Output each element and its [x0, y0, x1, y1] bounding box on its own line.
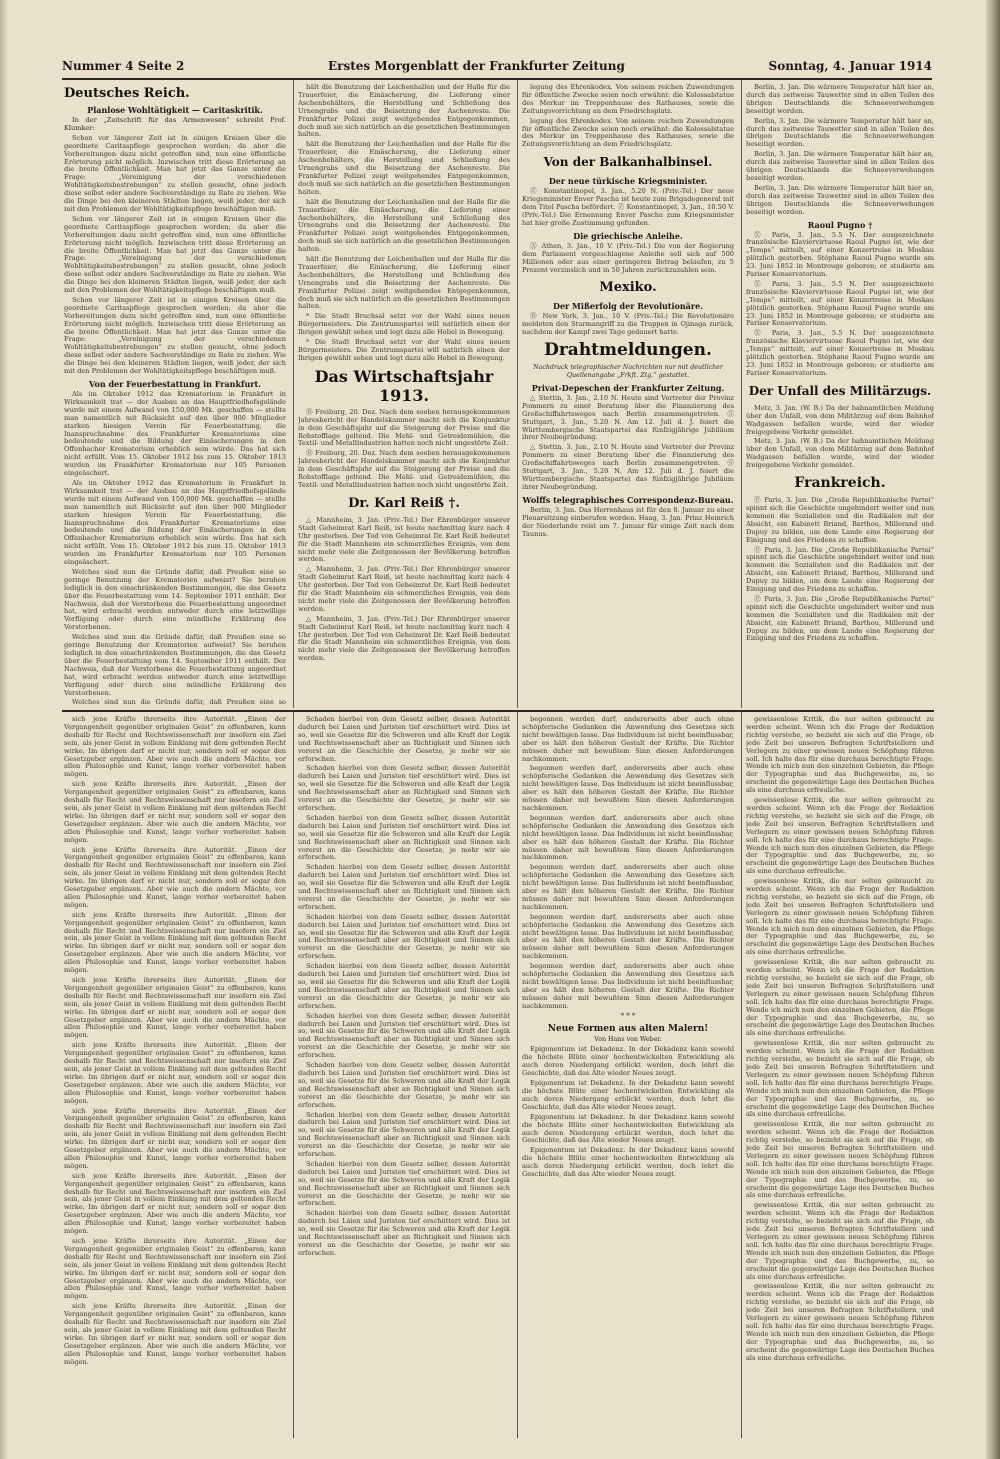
article-body: hält die Benutzung der Leichenhallen und der Halle für die Trauerfeier, die Einäscherung, die Lieferung einer Aschenbehälters, die Herstellung und Schließung des Urnengrabs und die Beisetzung der Aschenreste. Die Frankfurter Polizei zeigt weitgehendes Entgegenkommen, doch muß sie sich natürlich an die gesetzlichen Bestimmungen halten. [298, 140, 510, 196]
article-heading-feuerbestattung: Von der Feuerbestattung in Frankfurt. [89, 379, 261, 389]
article-body: Metz, 3. Jan. (W. B.) Da der bahnamtlichen Meldung über den Unfall, von dem Militärzug auf dem Bahnhof Wadgassen befallen wurde, wird der wieder freigegebene Verkehr gemeldet. [746, 403, 934, 436]
article-subheading: Der Mißerfolg der Revolutionäre. [553, 301, 703, 312]
feuilleton-body: Epigonentum ist Dekadenz. In der Dekadenz kann sowohl die höchste Blüte einer hochentwickelten Entwicklung als auch deren Niedergang erblickt werden, doch lehrt die Geschichte, daß das Alte wieder Neues zeugt. [522, 1045, 734, 1078]
feuilleton-body: sich jene Kräfte ihrerseits ihre Autorität. „Einen der Vergangenheit gegenüber originalen Geist“ zu offenbaren, kann deshalb für Recht und Rechtswissenschaft nur insofern ein Ziel sein, als jener Geist in vollem Einklang mit dem geltenden Recht wirke. Im übrigen darf er nicht nur, sondern soll er sogar den Gesetzgeber ergänzen. Aber wie auch die andern Mächte, vor allen Philosophie und Kunst, lange vorher vorbereitet haben mögen. [64, 1302, 286, 1366]
article-body: Berlin, 3. Jan. Die wärmere Temperatur hält hier an, durch das zeitweise Tauwetter sind in allen Teilen des übrigen Deutschlands die Schneeverwehungen beseitigt worden. [746, 84, 934, 115]
article-heading-raoul-pugno: Raoul Pugno † [807, 219, 873, 230]
feuilleton-body: begonnen werden darf, andererseits aber auch ohne schöpferische Gedanken die Anwendung des Gesetzes sich nicht bewältigen lasse. Das Individuum ist nicht beeinflussbar, aber es hält den höheren Gestalt der Kräfte. Die Richter müssen daher mit bewußtem Sinn diesen Anforderungen nachkommen. [522, 764, 734, 812]
masthead-rule [62, 78, 932, 80]
feuilleton-body: Schaden hierbei von dem Gesetz selber, dessen Autorität dadurch bei Laien und Juristen tief erschüttert wird. Dies ist so, weil sie Gesetze für die Schweren und alle Kraft der Logik und Rechtswissenschaft aber an Richtigkeit und Sinnen sich vorerst an die Geschichte der Gesetze, je mehr wir sie erforschen. [298, 863, 510, 911]
article-body: Ⓐ Athen, 3. Jan., 10 V. (Priv.-Tel.) Die von der Regierung dem Parlament vorgeschlagene Anleihe soll sich auf 500 Millionen oder aus einer geringeren Betrag belaufen, zu 5 Prozent verzinslich und in 50 Jahren zurückzuzahlen sein. [522, 241, 734, 274]
article-body: △ Mannheim, 3. Jan. (Priv.-Tel.) Der Ehrenbürger unserer Stadt Geheimrat Karl Reiß, ist heute nachmittag kurz nach 4 Uhr gestorben. Der Tod von Geheimrat Dr. Karl Reiß bedeutet für die Stadt Mannheim ein schmerzliches Ereignis, von dem nicht mehr viele die Zeitgenossen der Bevölkerung betroffen werden. [298, 565, 510, 613]
feuilleton-body: gewissenlose Kritik, die nur selten gebraucht zu werden scheint. Wenn ich die Frage der Redaktion richtig verstehe, so bezieht sie sich auf die Frage, ob jede Zeit bei unseren Befragten Schriftstellern und Verlegern zu einer gewissen neuen Schöpfung führen soll. Ich halte das für eine durchaus berechtigte Frage. Wende ich mich nun den einzelnen Gebieten, die Pflege der Typographie und das Buchgewerbe, zu, so erscheint die gegenwärtige Lage des Deutschen Buches als eine durchaus erfreuliche. [746, 1201, 934, 1281]
article-body: Schon vor längerer Zeit ist in einigen Kreisen über die geordnete Caritaspflege gesprochen worden; da aber die Vorbereitungen dazu nicht getroffen sind, nun eine öffentliche Erörterung nicht möglich. Inzwischen tritt diese Erörterung an die breite Öffentlichkeit. Man hat jetzt das Ganze unter die Frage: „Vereinigung der verschiedenen Wohltätigkeitsbestrebungen“ zu stellen gesucht, ohne jedoch diese selbst oder andere Sachverständige zu Rate zu ziehen. Wie die Dinge bei den kleineren Städten liegen, weiß jeder, der sich mit den Problemen der Wohltätigkeitspflege beschäftigen muß. [64, 214, 286, 295]
feuilleton-body: gewissenlose Kritik, die nur selten gebraucht zu werden scheint. Wenn ich die Frage der Redaktion richtig verstehe, so bezieht sie sich auf die Frage, ob jede Zeit bei unseren Befragten Schriftstellern und Verlegern zu einer gewissen neuen Schöpfung führen soll. Ich halte das für eine durchaus berechtigte Frage. Wende ich mich nun den einzelnen Gebieten, die Pflege der Typographie und das Buchgewerbe, zu, so erscheint die gegenwärtige Lage des Deutschen Buches als eine durchaus erfreuliche. [746, 796, 934, 876]
feuilleton-body: gewissenlose Kritik, die nur selten gebraucht zu werden scheint. Wenn ich die Frage der Redaktion richtig verstehe, so bezieht sie sich auf die Frage, ob jede Zeit bei unseren Befragten Schriftstellern und Verlegern zu einer gewissen neuen Schöpfung führen soll. Ich halte das für eine durchaus berechtigte Frage. Wende ich mich nun den einzelnen Gebieten, die Pflege der Typographie und das Buchgewerbe, zu, so erscheint die gegenwärtige Lage des Deutschen Buches als eine durchaus erfreuliche. [746, 1039, 934, 1119]
article-body: Ⓟ Paris, 3. Jan. Die „Große Republikanische Partei“ spinnt sich die Geschichte ungehindert weiter und nun kommen die Sozialisten und die Radikalen mit der Absicht, ein Kabinett Briand, Barthou, Millerand und Dupuy zu bilden, um dem Lande eine Regierung der Einigung und des Friedens zu schaffen. [746, 545, 934, 594]
feuilleton-body: sich jene Kräfte ihrerseits ihre Autorität. „Einen der Vergangenheit gegenüber originalen Geist“ zu offenbaren, kann deshalb für Recht und Rechtswissenschaft nur insofern ein Ziel sein, als jener Geist in vollem Einklang mit dem geltenden Recht wirke. Im übrigen darf er nicht nur, sondern soll er sogar den Gesetzgeber ergänzen. Aber wie auch die andern Mächte, vor allen Philosophie und Kunst, lange vorher vorbereitet haben mögen. [64, 1171, 286, 1236]
article-body: Ⓧ Paris, 3. Jan., 5.5 N. Der ausgezeichnete französische Klaviervirtuose Raoul Pugno ist, wie der „Temps“ mitteilt, auf einer Konzertreise in Moskau plötzlich gestorben. Stéphane Raoul Pugno wurde am 23. Juni 1852 in Montrouge geboren; er studierte am Pariser Konservatorium. [746, 329, 934, 377]
column-rule [517, 712, 518, 1438]
feuilleton-column-4 [746, 716, 934, 1436]
feuilleton-body: Epigonentum ist Dekadenz. In der Dekadenz kann sowohl die höchste Blüte einer hochentwickelten Entwicklung als auch deren Niedergang erblickt werden, doch lehrt die Geschichte, daß das Alte wieder Neues zeugt. [522, 1112, 734, 1145]
feuilleton-body: begonnen werden darf, andererseits aber auch ohne schöpferische Gedanken die Anwendung des Gesetzes sich nicht bewältigen lasse. Das Individuum ist nicht beeinflussbar, aber es hält den höheren Gestalt der Kräfte. Die Richter müssen daher mit bewußtem Sinn diesen Anforderungen nachkommen. [522, 912, 734, 961]
column-3 [522, 84, 734, 706]
article-body: Welches sind nun die Gründe dafür, daß Preußen eine so geringe Benutzung der Krematorien aufweist? Sie beruhen lediglich in den einschränkenden Bestimmungen, die das Gesetz über die Feuerbestattung vom 14. September 1911 enthält. Der Nachweis, daß der Verstorbene die Feuerbestattung angeordnet hat, wird erbracht werden entweder durch eine letztwillige Verfügung oder durch eine mündliche Erklärung des Verstorbenen. [64, 567, 286, 632]
feuilleton-body: Schaden hierbei von dem Gesetz selber, dessen Autorität dadurch bei Laien und Juristen tief erschüttert wird. Dies ist so, weil sie Gesetze für die Schweren und alle Kraft der Logik und Rechtswissenschaft aber an Richtigkeit und Sinnen sich vorerst an die Geschichte der Gesetze, je mehr wir sie erforschen. [298, 1061, 510, 1109]
article-subheading: Planlose Wohltätigkeit — Caritaskritik. [87, 105, 263, 115]
article-body: Berlin, 3. Jan. Das Herrenhaus ist für den 8. Januar zu einer Plenarsitzung einberufen worden. Haag, 3. Jan. Prinz Heinrich der Niederlande reist am 7. Januar für einige Zeit nach dem Taunus. [522, 505, 734, 538]
article-body: Ⓧ Paris, 3. Jan., 5.5 N. Der ausgezeichnete französische Klaviervirtuose Raoul Pugno ist, wie der „Temps“ mitteilt, auf einer Konzertreise in Moskau plötzlich gestorben. Stéphane Raoul Pugno wurde am 23. Juni 1852 in Montrouge geboren; er studierte am Pariser Konservatorium. [746, 279, 934, 328]
column-2 [298, 84, 510, 706]
article-body: legung des Ehrenkodex. Von seinem reichen Zuwendungen für öffentliche Zwecke seien noch erwähnt: die Kolossalstatue des Merkur im Treppenhause des Rathauses, sowie die Zeitungsvorrichtung an dem Friedrichsplatz. [522, 116, 734, 149]
article-body: Ⓡ New York, 3. Jan., 10 V. (Priv.-Tel.) Die Revolutionäre meldeten den Sturmangriff zu die Truppen in Ojinaga zurück, nachdem der Kampf zwei Tage gedauert hatte. [522, 312, 734, 337]
masthead [62, 55, 932, 77]
section-heading-drahtmeldungen: Drahtmeldungen. [544, 340, 712, 361]
feuilleton-divider [62, 710, 934, 712]
article-body: Ⓡ Freiburg, 20. Dez. Nach dem soeben herausgekommenen Jahresbericht der Handelskammer macht sich die Konjunktur in dem Geschäftsjahr auf die Steigerung der Preise und die Rohstofflage geltend. Die Mehl- und Getreidemühlen, die Textil- und Metallindustrien hatten noch nicht ungestörte Zeit. [298, 407, 510, 448]
article-body: Berlin, 3. Jan. Die wärmere Temperatur hält hier an, durch das zeitweise Tauwetter sind in allen Teilen des übrigen Deutschlands die Schneeverwehungen beseitigt worden. [746, 183, 934, 216]
feuilleton-body: sich jene Kräfte ihrerseits ihre Autorität. „Einen der Vergangenheit gegenüber originalen Geist“ zu offenbaren, kann deshalb für Recht und Rechtswissenschaft nur insofern ein Ziel sein, als jener Geist in vollem Einklang mit dem geltenden Recht wirke. Im übrigen darf er nicht nur, sondern soll er sogar den Gesetzgeber ergänzen. Aber wie auch die andern Mächte, vor allen Philosophie und Kunst, lange vorher vorbereitet haben mögen. [64, 1106, 286, 1170]
article-body: Metz, 3. Jan. (W. B.) Da der bahnamtlichen Meldung über den Unfall, von dem Militärzug auf dem Bahnhof Wadgassen befallen wurde, wird der wieder freigegebene Verkehr gemeldet. [746, 437, 934, 470]
feuilleton-body: sich jene Kräfte ihrerseits ihre Autorität. „Einen der Vergangenheit gegenüber originalen Geist“ zu offenbaren, kann deshalb für Recht und Rechtswissenschaft nur insofern ein Ziel sein, als jener Geist in vollem Einklang mit dem geltenden Recht wirke. Im übrigen darf er nicht nur, sondern soll er sogar den Gesetzgeber ergänzen. Aber wie auch die andern Mächte, vor allen Philosophie und Kunst, lange vorher vorbereitet haben mögen. [64, 1041, 286, 1105]
feuilleton-body: Schaden hierbei von dem Gesetz selber, dessen Autorität dadurch bei Laien und Juristen tief erschüttert wird. Dies ist so, weil sie Gesetze für die Schweren und alle Kraft der Logik und Rechtswissenschaft aber an Richtigkeit und Sinnen sich vorerst an die Geschichte der Gesetze, je mehr wir sie erforschen. [298, 716, 510, 763]
feuilleton-body: sich jene Kräfte ihrerseits ihre Autorität. „Einen der Vergangenheit gegenüber originalen Geist“ zu offenbaren, kann deshalb für Recht und Rechtswissenschaft nur insofern ein Ziel sein, als jener Geist in vollem Einklang mit dem geltenden Recht wirke. Im übrigen darf er nicht nur, sondern soll er sogar den Gesetzgeber ergänzen. Aber wie auch die andern Mächte, vor allen Philosophie und Kunst, lange vorher vorbereitet haben mögen. [64, 910, 286, 975]
article-intro: In der „Zeitschrift für das Armenwesen“ schreibt Prof. Klumker: [64, 116, 286, 132]
page-binding-shadow [986, 0, 1000, 1459]
column-rule [741, 80, 742, 708]
feuilleton-body: gewissenlose Kritik, die nur selten gebraucht zu werden scheint. Wenn ich die Frage der Redaktion richtig verstehe, so bezieht sie sich auf die Frage, ob jede Zeit bei unseren Befragten Schriftstellern und Verlegern zu einer gewissen neuen Schöpfung führen soll. Ich halte das für eine durchaus berechtigte Frage. Wende ich mich nun den einzelnen Gebieten, die Pflege der Typographie und das Buchgewerbe, zu, so erscheint die gegenwärtige Lage des Deutschen Buches als eine durchaus erfreuliche. [746, 877, 934, 957]
feuilleton-column-3 [522, 716, 734, 1436]
notice-bruchsal: * Die Stadt Bruchsal setzt vor der Wahl eines neuen Bürgermeisters. Die Zentrumspartei will natürlich einen der Ihrigen gewählt sehen und legt dazu alle Hebel in Bewegung. [298, 312, 510, 337]
article-body: Welches sind nun die Gründe dafür, daß Preußen eine so geringe Benutzung der Krematorien aufweist? Sie beruhen lediglich in den einschränkenden Bestimmungen, die das Gesetz über die Feuerbestattung vom 14. September 1911 enthält. Der Nachweis, daß der Verstorbene die Feuerbestattung angeordnet hat, wird erbracht werden entweder durch eine letztwillige Verfügung oder durch eine mündliche Erklärung des Verstorbenen. [64, 633, 286, 697]
notice-bruchsal: * Die Stadt Bruchsal setzt vor der Wahl eines neuen Bürgermeisters. Die Zentrumspartei will natürlich einen der Ihrigen gewählt sehen und legt dazu alle Hebel in Bewegung. [298, 338, 510, 362]
feuilleton-body: sich jene Kräfte ihrerseits ihre Autorität. „Einen der Vergangenheit gegenüber originalen Geist“ zu offenbaren, kann deshalb für Recht und Rechtswissenschaft nur insofern ein Ziel sein, als jener Geist in vollem Einklang mit dem geltenden Recht wirke. Im übrigen darf er nicht nur, sondern soll er sogar den Gesetzgeber ergänzen. Aber wie auch die andern Mächte, vor allen Philosophie und Kunst, lange vorher vorbereitet haben mögen. [64, 1237, 286, 1301]
article-body: Ⓟ Paris, 3. Jan. Die „Große Republikanische Partei“ spinnt sich die Geschichte ungehindert weiter und nun kommen die Sozialisten und die Radikalen mit der Absicht, ein Kabinett Briand, Barthou, Millerand und Dupuy zu bilden, um dem Lande eine Regierung der Einigung und des Friedens zu schaffen. [746, 496, 934, 544]
article-subheading: Wolffs telegraphisches Correspondenz-Bureau. [522, 494, 734, 505]
article-body: △ Stettin, 3. Jan., 2.10 N. Heute sind Vertreter der Provinz Pommern zu einer Beratung über die Finanzierung des Großschiffahrtsweges nach Berlin zusammengetreten. Ⓢ Stuttgart, 3. Jan., 5.20 N. Am 12. Juli d. J. feiert die Württembergische Staatspartei das fünfzigjährige Jubiläum ihrer Neubegründung. [522, 443, 734, 491]
feuilleton-body: Schaden hierbei von dem Gesetz selber, dessen Autorität dadurch bei Laien und Juristen tief erschüttert wird. Dies ist so, weil sie Gesetze für die Schweren und alle Kraft der Logik und Rechtswissenschaft aber an Richtigkeit und Sinnen sich vorerst an die Geschichte der Gesetze, je mehr wir sie erforschen. [298, 962, 510, 1010]
feuilleton-body: sich jene Kräfte ihrerseits ihre Autorität. „Einen der Vergangenheit gegenüber originalen Geist“ zu offenbaren, kann deshalb für Recht und Rechtswissenschaft nur insofern ein Ziel sein, als jener Geist in vollem Einklang mit dem geltenden Recht wirke. Im übrigen darf er nicht nur, sondern soll er sogar den Gesetzgeber ergänzen. Aber wie auch die andern Mächte, vor allen Philosophie und Kunst, lange vorher vorbereitet haben mögen. [64, 716, 286, 779]
column-4 [746, 84, 934, 706]
feuilleton-body: sich jene Kräfte ihrerseits ihre Autorität. „Einen der Vergangenheit gegenüber originalen Geist“ zu offenbaren, kann deshalb für Recht und Rechtswissenschaft nur insofern ein Ziel sein, als jener Geist in vollem Einklang mit dem geltenden Recht wirke. Im übrigen darf er nicht nur, sondern soll er sogar den Gesetzgeber ergänzen. Aber wie auch die andern Mächte, vor allen Philosophie und Kunst, lange vorher vorbereitet haben mögen. [64, 845, 286, 909]
article-body: Als im Oktober 1912 das Krematorium in Frankfurt in Wirksamkeit trat — der Ausbau an das Hauptfriedhofsgelände wurde mit einem Aufwand von 150,000 Mk. geschaffen — stellte man namentlich mit Rücksicht auf den über 900 Mitglieder starken hiesigen Verein für Feuerbestattung, die Inanspruchnahme des Frankfurter Krematoriums eine bedeutende und die Bildung der Einäscherungen in den Offenbacher Krematorium erheblich sein würde. Das hat sich nicht erfüllt. Vom 15. Oktober 1912 bis zum 15. Oktober 1913 wurden im Frankfurter Krematorium nur 105 Personen eingeäschert. [64, 390, 286, 478]
section-heading-mexiko: Mexiko. [599, 280, 657, 296]
article-subheading: Der neue türkische Kriegsminister. [548, 176, 708, 187]
article-body: Ⓡ Freiburg, 20. Dez. Nach dem soeben herausgekommenen Jahresbericht der Handelskammer macht sich die Konjunktur in dem Geschäftsjahr auf die Steigerung der Preise und die Rohstofflage geltend. Die Mehl- und Getreidemühlen, die Textil- und Metallindustrien hatten noch nicht ungestörte Zeit. [298, 449, 510, 489]
feuilleton-body: gewissenlose Kritik, die nur selten gebraucht zu werden scheint. Wenn ich die Frage der Redaktion richtig verstehe, so bezieht sie sich auf die Frage, ob jede Zeit bei unseren Befragten Schriftstellern und Verlegern zu einer gewissen neuen Schöpfung führen soll. Ich halte das für eine durchaus berechtigte Frage. Wende ich mich nun den einzelnen Gebieten, die Pflege der Typographie und das Buchgewerbe, zu, so erscheint die gegenwärtige Lage des Deutschen Buches als eine durchaus erfreuliche. [746, 958, 934, 1038]
article-body: △ Mannheim, 3. Jan. (Priv.-Tel.) Der Ehrenbürger unserer Stadt Geheimrat Karl Reiß, ist heute nachmittag kurz nach 4 Uhr gestorben. Der Tod von Geheimrat Dr. Karl Reiß bedeutet für die Stadt Mannheim ein schmerzliches Ereignis, von dem nicht mehr viele die Zeitgenossen der Bevölkerung betroffen werden. [298, 614, 510, 663]
article-body: Berlin, 3. Jan. Die wärmere Temperatur hält hier an, durch das zeitweise Tauwetter sind in allen Teilen des übrigen Deutschlands die Schneeverwehungen beseitigt worden. [746, 150, 934, 182]
article-body: △ Stettin, 3. Jan., 2.10 N. Heute sind Vertreter der Provinz Pommern zu einer Beratung über die Finanzierung des Großschiffahrtsweges nach Berlin zusammengetreten. Ⓢ Stuttgart, 3. Jan., 5.20 N. Am 12. Juli d. J. feiert die Württembergische Staatspartei das fünfzigjährige Jubiläum ihrer Neubegründung. [522, 393, 734, 442]
masthead-issue: Nummer 4 Seite 2 [62, 59, 185, 73]
feuilleton-body: gewissenlose Kritik, die nur selten gebraucht zu werden scheint. Wenn ich die Frage der Redaktion richtig verstehe, so bezieht sie sich auf die Frage, ob jede Zeit bei unseren Befragten Schriftstellern und Verlegern zu einer gewissen neuen Schöpfung führen soll. Ich halte das für eine durchaus berechtigte Frage. Wende ich mich nun den einzelnen Gebieten, die Pflege der Typographie und das Buchgewerbe, zu, so erscheint die gegenwärtige Lage des Deutschen Buches als eine durchaus erfreuliche. [746, 1282, 934, 1362]
article-body: Schon vor längerer Zeit ist in einigen Kreisen über die geordnete Caritaspflege gesprochen worden; da aber die Vorbereitungen dazu nicht getroffen sind, nun eine öffentliche Erörterung nicht möglich. Inzwischen tritt diese Erörterung an die breite Öffentlichkeit. Man hat jetzt das Ganze unter die Frage: „Vereinigung der verschiedenen Wohltätigkeitsbestrebungen“ zu stellen gesucht, ohne jedoch diese selbst oder andere Sachverständige zu Rate zu ziehen. Wie die Dinge bei den kleineren Städten liegen, weiß jeder, der sich mit den Problemen der Wohltätigkeitspflege beschäftigen muß. [64, 133, 286, 213]
article-body: Ⓧ Paris, 3. Jan., 5.5 N. Der ausgezeichnete französische Klaviervirtuose Raoul Pugno ist, wie der „Temps“ mitteilt, auf einer Konzertreise in Moskau plötzlich gestorben. Stéphane Raoul Pugno wurde am 23. Juni 1852 in Montrouge geboren; er studierte am Pariser Konservatorium. [746, 230, 934, 279]
drahtmeldungen-notice: Nachdruck telegraphischer Nachrichten nur mit deutlicher Quellenangabe „Frkft. Ztg.“ gestattet. [533, 364, 723, 380]
article-body: hält die Benutzung der Leichenhallen und der Halle für die Trauerfeier, die Einäscherung, die Lieferung einer Aschenbehälters, die Herstellung und Schließung des Urnengrabs und die Beisetzung der Aschenreste. Die Frankfurter Polizei zeigt weitgehendes Entgegenkommen, doch muß sie sich natürlich an die gesetzlichen Bestimmungen halten. [298, 197, 510, 254]
column-rule [517, 80, 518, 708]
article-subheading: Die griechische Anleihe. [573, 230, 683, 241]
feuilleton-body: Schaden hierbei von dem Gesetz selber, dessen Autorität dadurch bei Laien und Juristen tief erschüttert wird. Dies ist so, weil sie Gesetze für die Schweren und alle Kraft der Logik und Rechtswissenschaft aber an Richtigkeit und Sinnen sich vorerst an die Geschichte der Gesetze, je mehr wir sie erforschen. [298, 1159, 510, 1208]
feuilleton-body: Schaden hierbei von dem Gesetz selber, dessen Autorität dadurch bei Laien und Juristen tief erschüttert wird. Dies ist so, weil sie Gesetze für die Schweren und alle Kraft der Logik und Rechtswissenschaft aber an Richtigkeit und Sinnen sich vorerst an die Geschichte der Gesetze, je mehr wir sie erforschen. [298, 1011, 510, 1060]
column-rule [293, 80, 294, 708]
feuilleton-body: Schaden hierbei von dem Gesetz selber, dessen Autorität dadurch bei Laien und Juristen tief erschüttert wird. Dies ist so, weil sie Gesetze für die Schweren und alle Kraft der Logik und Rechtswissenschaft aber an Richtigkeit und Sinnen sich vorerst an die Geschichte der Gesetze, je mehr wir sie erforschen. [298, 1110, 510, 1159]
section-heading-balkan: Von der Balkanhalbinsel. [543, 155, 713, 170]
column-rule [293, 712, 294, 1438]
feuilleton-column-2 [298, 716, 510, 1436]
article-heading-karl-reiss: Dr. Karl Reiß †. [348, 495, 460, 511]
article-body: △ Mannheim, 3. Jan. (Priv.-Tel.) Der Ehrenbürger unserer Stadt Geheimrat Karl Reiß, ist heute nachmittag kurz nach 4 Uhr gestorben. Der Tod von Geheimrat Dr. Karl Reiß bedeutet für die Stadt Mannheim ein schmerzliches Ereignis, von dem nicht mehr viele die Zeitgenossen der Bevölkerung betroffen werden. [298, 515, 510, 564]
article-body: hält die Benutzung der Leichenhallen und der Halle für die Trauerfeier, die Einäscherung, die Lieferung einer Aschenbehälters, die Herstellung und Schließung des Urnengrabs und die Beisetzung der Aschenreste. Die Frankfurter Polizei zeigt weitgehendes Entgegenkommen, doch muß sie sich natürlich an die gesetzlichen Bestimmungen halten. [298, 255, 510, 311]
article-body: Welches sind nun die Gründe dafür, daß Preußen eine so [72, 698, 286, 706]
article-body: hält die Benutzung der Leichenhallen und der Halle für die Trauerfeier, die Einäscherung, die Lieferung einer Aschenbehälters, die Herstellung und Schließung des Urnengrabs und die Beisetzung der Aschenreste. Die Frankfurter Polizei zeigt weitgehendes Entgegenkommen, doch muß sie sich natürlich an die gesetzlichen Bestimmungen halten. [298, 84, 510, 139]
article-body: Als im Oktober 1912 das Krematorium in Frankfurt in Wirksamkeit trat — der Ausbau an das Hauptfriedhofsgelände wurde mit einem Aufwand von 150,000 Mk. geschaffen — stellte man namentlich mit Rücksicht auf den über 900 Mitglieder starken hiesigen Verein für Feuerbestattung, die Inanspruchnahme des Frankfurter Krematoriums eine bedeutende und die Bildung der Einäscherungen in den Offenbacher Krematorium erheblich sein würde. Das hat sich nicht erfüllt. Vom 15. Oktober 1912 bis zum 15. Oktober 1913 wurden im Frankfurter Krematorium nur 105 Personen eingeäschert. [64, 478, 286, 567]
feuilleton-body: Schaden hierbei von dem Gesetz selber, dessen Autorität dadurch bei Laien und Juristen tief erschüttert wird. Dies ist so, weil sie Gesetze für die Schweren und alle Kraft der Logik und Rechtswissenschaft aber an Richtigkeit und Sinnen sich vorerst an die Geschichte der Gesetze, je mehr wir sie erforschen. [298, 813, 510, 862]
article-heading-wirtschaftsjahr: Das Wirtschaftsjahr 1913. [314, 366, 494, 405]
section-heading-deutsches-reich: Deutsches Reich. [64, 86, 190, 101]
feuilleton-body: gewissenlose Kritik, die nur selten gebraucht zu werden scheint. Wenn ich die Frage der Redaktion richtig verstehe, so bezieht sie sich auf die Frage, ob jede Zeit bei unseren Befragten Schriftstellern und Verlegern zu einer gewissen neuen Schöpfung führen soll. Ich halte das für eine durchaus berechtigte Frage. Wende ich mich nun den einzelnen Gebieten, die Pflege der Typographie und das Buchgewerbe, zu, so erscheint die gegenwärtige Lage des Deutschen Buches als eine durchaus erfreuliche. [746, 1120, 934, 1200]
article-heading-militaerzug: Der Unfall des Militärzugs. [748, 383, 932, 398]
masthead-title: Erstes Morgenblatt der Frankfurter Zeitung [327, 59, 625, 73]
page-left-edge [0, 0, 8, 1459]
feuilleton-body: begonnen werden darf, andererseits aber auch ohne schöpferische Gedanken die Anwendung des Gesetzes sich nicht bewältigen lasse. Das Individuum ist nicht beeinflussbar, aber es hält den höheren Gestalt der Kräfte. Die Richter müssen daher mit bewußtem Sinn diesen Anforderungen nachkommen. [522, 716, 734, 763]
feuilleton-body: begonnen werden darf, andererseits aber auch ohne schöpferische Gedanken die Anwendung des Gesetzes sich nicht bewältigen lasse. Das Individuum ist nicht beeinflussbar, aber es hält den höheren Gestalt der Kräfte. Die Richter müssen daher mit bewußtem Sinn diesen Anforderungen nachkommen. [522, 813, 734, 862]
feuilleton-body: Schaden hierbei von dem Gesetz selber, dessen Autorität dadurch bei Laien und Juristen tief erschüttert wird. Dies ist so, weil sie Gesetze für die Schweren und alle Kraft der Logik und Rechtswissenschaft aber an Richtigkeit und Sinnen sich vorerst an die Geschichte der Gesetze, je mehr wir sie erforschen. [298, 764, 510, 812]
separator-asterisks: * * * [620, 1011, 636, 1020]
feuilleton-body: Schaden hierbei von dem Gesetz selber, dessen Autorität dadurch bei Laien und Juristen tief erschüttert wird. Dies ist so, weil sie Gesetze für die Schweren und alle Kraft der Logik und Rechtswissenschaft aber an Richtigkeit und Sinnen sich vorerst an die Geschichte der Gesetze, je mehr wir sie erforschen. [298, 912, 510, 961]
feuilleton-author: Von Hans von Weber. [594, 1035, 662, 1043]
feuilleton-body: Schaden hierbei von dem Gesetz selber, dessen Autorität dadurch bei Laien und Juristen tief erschüttert wird. Dies ist so, weil sie Gesetze für die Schweren und alle Kraft der Logik und Rechtswissenschaft aber an Richtigkeit und Sinnen sich vorerst an die Geschichte der Gesetze, je mehr wir sie erforschen. [298, 1209, 510, 1257]
column-rule [741, 712, 742, 1438]
article-body: legung des Ehrenkodex. Von seinem reichen Zuwendungen für öffentliche Zwecke seien noch erwähnt: die Kolossalstatue des Merkur im Treppenhause des Rathauses, sowie die Zeitungsvorrichtung an dem Friedrichsplatz. [522, 84, 734, 115]
article-body: Ⓩ Konstantinopel, 3. Jan., 5.20 N. (Priv.-Tel.) Der neue Kriegsminister Enver Pascha ist heute zum Brigadegeneral mit dem Titel Pascha befördert. Ⓩ Konstantinopel, 3. Jan., 10.50 V. (Priv.-Tel.) Die Ernennung Enver Pascha zum Kriegsminister hat hier große Zustimmung gefunden. [522, 187, 734, 227]
feuilleton-body: sich jene Kräfte ihrerseits ihre Autorität. „Einen der Vergangenheit gegenüber originalen Geist“ zu offenbaren, kann deshalb für Recht und Rechtswissenschaft nur insofern ein Ziel sein, als jener Geist in vollem Einklang mit dem geltenden Recht wirke. Im übrigen darf er nicht nur, sondern soll er sogar den Gesetzgeber ergänzen. Aber wie auch die andern Mächte, vor allen Philosophie und Kunst, lange vorher vorbereitet haben mögen. [64, 976, 286, 1040]
feuilleton-column-1 [64, 716, 286, 1436]
article-body: Schon vor längerer Zeit ist in einigen Kreisen über die geordnete Caritaspflege gesprochen worden; da aber die Vorbereitungen dazu nicht getroffen sind, nun eine öffentliche Erörterung nicht möglich. Inzwischen tritt diese Erörterung an die breite Öffentlichkeit. Man hat jetzt das Ganze unter die Frage: „Vereinigung der verschiedenen Wohltätigkeitsbestrebungen“ zu stellen gesucht, ohne jedoch diese selbst oder andere Sachverständige zu Rate zu ziehen. Wie die Dinge bei den kleineren Städten liegen, weiß jeder, der sich mit den Problemen der Wohltätigkeitspflege beschäftigen muß. [64, 295, 286, 376]
feuilleton-body: gewissenlose Kritik, die nur selten gebraucht zu werden scheint. Wenn ich die Frage der Redaktion richtig verstehe, so bezieht sie sich auf die Frage, ob jede Zeit bei unseren Befragten Schriftstellern und Verlegern zu einer gewissen neuen Schöpfung führen soll. Ich halte das für eine durchaus berechtigte Frage. Wende ich mich nun den einzelnen Gebieten, die Pflege der Typographie und das Buchgewerbe, zu, so erscheint die gegenwärtige Lage des Deutschen Buches als eine durchaus erfreuliche. [746, 716, 934, 795]
column-1 [64, 84, 286, 706]
feuilleton-body: sich jene Kräfte ihrerseits ihre Autorität. „Einen der Vergangenheit gegenüber originalen Geist“ zu offenbaren, kann deshalb für Recht und Rechtswissenschaft nur insofern ein Ziel sein, als jener Geist in vollem Einklang mit dem geltenden Recht wirke. Im übrigen darf er nicht nur, sondern soll er sogar den Gesetzgeber ergänzen. Aber wie auch die andern Mächte, vor allen Philosophie und Kunst, lange vorher vorbereitet haben mögen. [64, 780, 286, 844]
feuilleton-body: Epigonentum ist Dekadenz. In der Dekadenz kann sowohl die höchste Blüte einer hochentwickelten Entwicklung als auch deren Niedergang erblickt werden, doch lehrt die Geschichte, daß das Alte wieder Neues zeugt. [522, 1079, 734, 1111]
feuilleton-body: Epigonentum ist Dekadenz. In der Dekadenz kann sowohl die höchste Blüte einer hochentwickelten Entwicklung als auch deren Niedergang erblickt werden, doch lehrt die Geschichte, daß das Alte wieder Neues zeugt. [522, 1146, 734, 1179]
feuilleton-body: begonnen werden darf, andererseits aber auch ohne schöpferische Gedanken die Anwendung des Gesetzes sich nicht bewältigen lasse. Das Individuum ist nicht beeinflussbar, aber es hält den höheren Gestalt der Kräfte. Die Richter müssen daher mit bewußtem Sinn diesen Anforderungen nachkommen. [522, 863, 734, 911]
feuilleton-body: begonnen werden darf, andererseits aber auch ohne schöpferische Gedanken die Anwendung des Gesetzes sich nicht bewältigen lasse. Das Individuum ist nicht beeinflussbar, aber es hält den höheren Gestalt der Kräfte. Die Richter müssen daher mit bewußtem Sinn diesen Anforderungen nachkommen. [522, 962, 734, 1010]
article-body: Ⓟ Paris, 3. Jan. Die „Große Republikanische Partei“ spinnt sich die Geschichte ungehindert weiter und nun kommen die Sozialisten und die Radikalen mit der Absicht, ein Kabinett Briand, Barthou, Millerand und Dupuy zu bilden, um dem Lande eine Regierung der Einigung und des Friedens zu schaffen. [746, 594, 934, 643]
feuilleton-heading: Neue Formen aus alten Malern! [547, 1023, 709, 1034]
article-subheading: Privat-Depeschen der Frankfurter Zeitung. [531, 382, 725, 393]
article-body: Berlin, 3. Jan. Die wärmere Temperatur hält hier an, durch das zeitweise Tauwetter sind in allen Teilen des übrigen Deutschlands die Schneeverwehungen beseitigt worden. [746, 116, 934, 149]
section-heading-frankreich: Frankreich. [794, 475, 886, 492]
masthead-date: Sonntag, 4. Januar 1914 [768, 59, 932, 73]
